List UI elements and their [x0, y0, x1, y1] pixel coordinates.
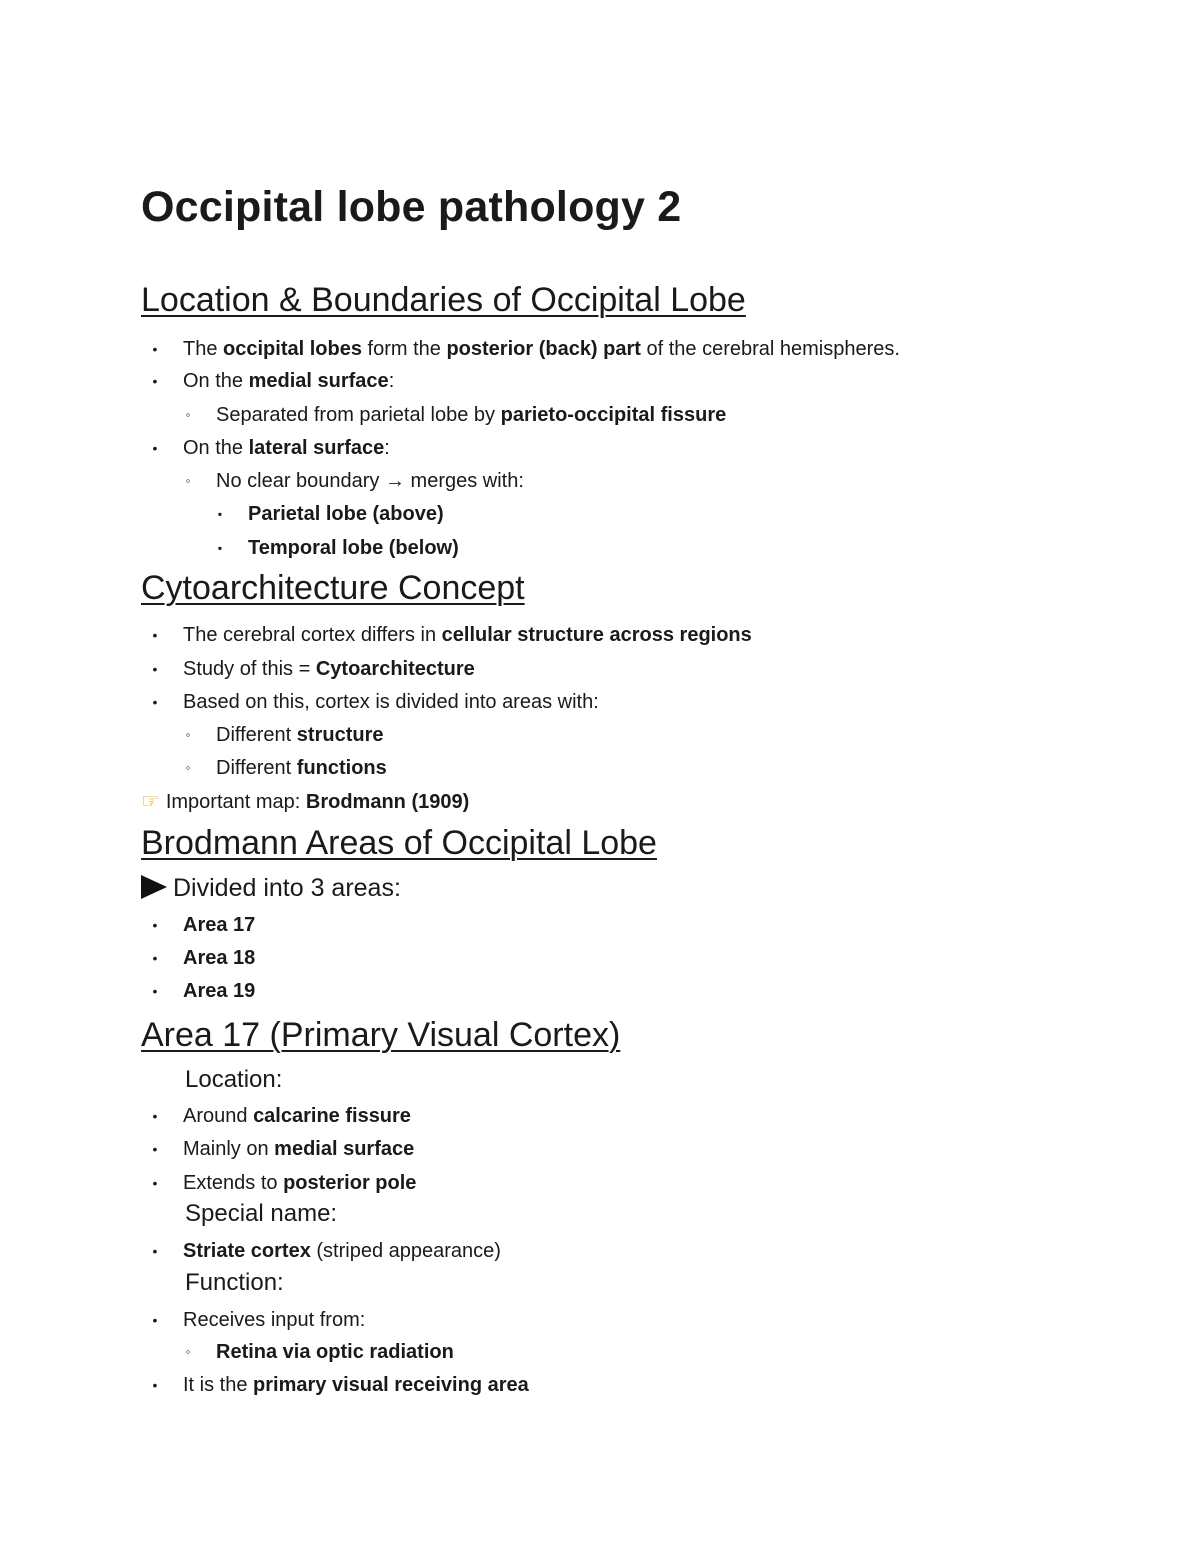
- section-heading-cytoarchitecture: Cytoarchitecture Concept: [141, 569, 525, 607]
- section-heading-location: Location & Boundaries of Occipital Lobe: [141, 281, 746, 319]
- subheading-location: Location:: [185, 1066, 283, 1093]
- bullet-marker: •: [152, 694, 158, 710]
- bullet-marker: •: [152, 661, 158, 677]
- pointing-hand-icon: ☞: [141, 790, 160, 813]
- circle-bullet-marker: ◦: [185, 760, 191, 775]
- bullet-marker: •: [152, 1243, 158, 1259]
- bullet-marker: •: [152, 917, 158, 933]
- bullet-marker: •: [152, 1108, 158, 1124]
- brodmann-intro: Divided into 3 areas:: [141, 874, 401, 903]
- square-bullet-marker: ▪: [217, 541, 223, 555]
- bullet-marker: •: [152, 1175, 158, 1191]
- circle-bullet-marker: ◦: [185, 473, 191, 488]
- section-heading-brodmann: Brodmann Areas of Occipital Lobe: [141, 824, 657, 862]
- bullet-marker: •: [152, 1377, 158, 1393]
- circle-bullet-marker: ◦: [185, 1344, 191, 1359]
- bullet-marker: •: [152, 341, 158, 357]
- arrowhead-icon: [141, 875, 167, 899]
- section-heading-area17: Area 17 (Primary Visual Cortex): [141, 1016, 621, 1054]
- page-title: Occipital lobe pathology 2: [141, 183, 682, 231]
- circle-bullet-marker: ◦: [185, 407, 191, 422]
- bullet-marker: •: [152, 627, 158, 643]
- subheading-special-name: Special name:: [185, 1200, 338, 1227]
- bullet-marker: •: [152, 440, 158, 456]
- bullet-marker: •: [152, 1312, 158, 1328]
- bullet-marker: •: [152, 950, 158, 966]
- bullet-marker: •: [152, 373, 158, 389]
- subheading-function: Function:: [185, 1269, 284, 1296]
- square-bullet-marker: ▪: [217, 507, 223, 521]
- bullet-marker: •: [152, 983, 158, 999]
- bullet-marker: •: [152, 1141, 158, 1157]
- circle-bullet-marker: ◦: [185, 727, 191, 742]
